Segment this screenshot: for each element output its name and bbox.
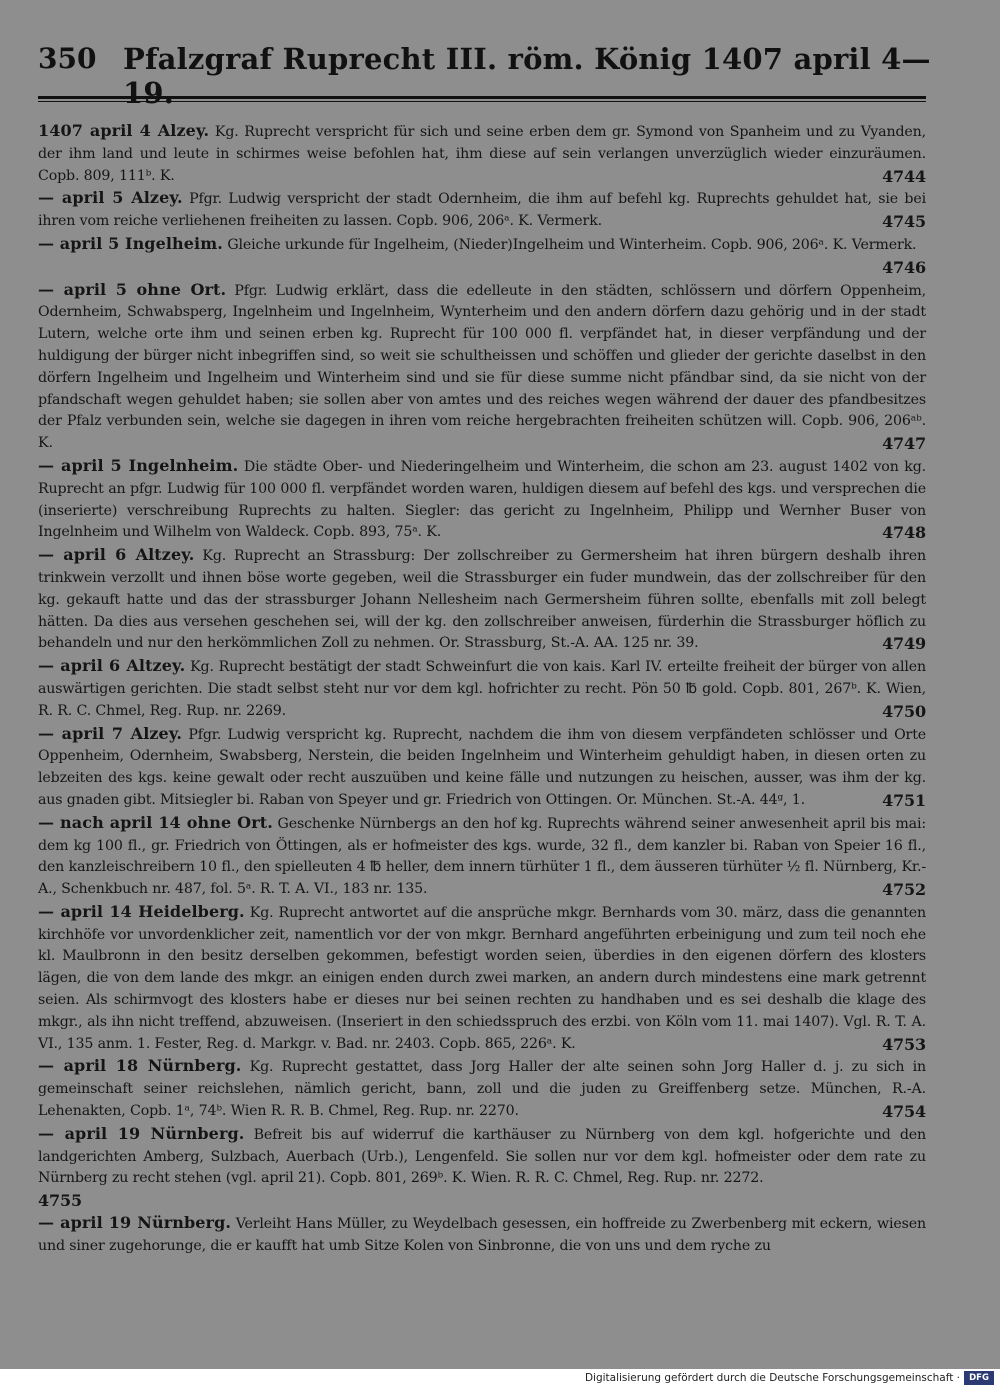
entry-number: 4753: [882, 1034, 926, 1054]
regest-entry: [38, 655, 926, 722]
entry-text: Gleiche urkunde für Ingelheim, (Nieder)Ingelheim und Winterheim. Copb. 906, 206ᵃ. K. Vermerk.: [227, 236, 917, 253]
entry-text: Kg. Ruprecht gestattet, dass Jorg Haller der alte seinen sohn Jorg Haller d. j. zu sich in gemeinschaft seiner reichslehen, nämlich gericht, bann, zoll und die juden zu Greiffenberg setze. München, R.-A. Lehenakten, Copb. 1ᵃ, 74ᵇ. Wien R. R. B. Chmel, Reg. Rup. nr. 2270.: [38, 1059, 926, 1120]
regest-entry: [38, 544, 926, 655]
entry-number: 4751: [882, 790, 926, 810]
entry-date-place: — nach april 14 ohne Ort.: [38, 812, 273, 832]
entry-number: 4748: [882, 523, 926, 543]
regest-entry: [38, 279, 926, 455]
entry-date-place: — april 5 ohne Ort.: [38, 279, 227, 299]
page-number: 350: [38, 42, 97, 75]
entry-date-place: — april 6 Altzey.: [38, 545, 195, 565]
entry-text: Verleiht Hans Müller, zu Weydelbach gesessen, ein hoffreide zu Zwerbenberg mit eckern, wiesen und siner zugehorunge, die er kaufft hat umb Sitze Kolen von Sinbronne, die von uns und dem ryche zu: [38, 1216, 926, 1254]
entry-text: Befreit bis auf widerruf die karthäuser zu Nürnberg von dem kgl. hofgerichte und den landgerichten Amberg, Sulzbach, Auerbach (Urb.), Lengenfeld. Sie sollen nur vor dem kgl. hofmeister oder dem rate zu Nürnberg zu recht stehen (vgl. april 21). Copb. 801, 269ᵇ. K. Wien. R. R. C. Chmel, Reg. Rup. nr. 2272.: [38, 1126, 926, 1187]
regest-entry: [38, 1123, 926, 1212]
regest-entry: [38, 1212, 926, 1258]
entry-date-place: — april 18 Nürnberg.: [38, 1056, 242, 1076]
regest-entry: [38, 120, 926, 187]
entry-text: Pfgr. Ludwig verspricht kg. Ruprecht, nachdem die ihm von diesem verpfändeten schlösser und Orte Oppenheim, Odernheim, Swabsberg, Nerstein, die beiden Ingelnheim und Winterheim gehuldigt haben, in diesen orten zu lebzeiten des kgs. keine gewalt oder recht auszuüben und keine fälle und nutzungen zu heischen, ausser, was ihm der kg. aus gnaden gibt. Mitsiegler bi. Raban von Speyer und gr. Friedrich von Ottingen. Or. München. St.-A. 44ᵍ, 1.: [38, 726, 926, 808]
entry-number: 4744: [882, 166, 926, 186]
regest-entry: [38, 187, 926, 233]
entry-text: Die städte Ober- und Niederingelheim und Winterheim, die schon am 23. august 1402 von kg. Ruprecht an pfgr. Ludwig für 100 000 fl. verpfändet worden waren, huldigen diesem auf befehl des kgs. und versprechen die (inserierte) verschreibung Ruprechts zu halten. Siegler: das gericht zu Ingelnheim, Philipp und Wernher Buser von Ingelnheim und Wilhelm von Waldeck. Copb. 893, 75ᵃ. K.: [38, 458, 926, 541]
dfg-logo: DFG: [964, 1371, 994, 1385]
entry-number: 4747: [882, 434, 926, 454]
regest-entry: [38, 233, 926, 279]
entry-number: 4754: [882, 1102, 926, 1122]
regest-entry: [38, 723, 926, 812]
entry-number: 4746: [882, 257, 926, 277]
entry-date-place: — april 5 Ingelheim.: [38, 233, 223, 253]
funding-credit: Digitalisierung gefördert durch die Deutsche Forschungsgemeinschaft ·: [584, 1372, 960, 1384]
page-title: Pfalzgraf Ruprecht III. röm. König 1407 april 4—19.: [123, 42, 931, 110]
entry-date-place: — april 7 Alzey.: [38, 723, 183, 743]
entry-text: Kg. Ruprecht bestätigt der stadt Schweinfurt die von kais. Karl IV. erteilte freiheit der bürger von allen auswärtigen gerichten. Die stadt selbst steht nur vor dem kgl. hofrichter zu recht. Pön 50 ℔ gold. Copb. 801, 267ᵇ. K. Wien, R. R. C. Chmel, Reg. Rup. nr. 2269.: [38, 659, 926, 719]
entry-date-place: 1407 april 4 Alzey.: [38, 121, 210, 140]
entry-date-place: — april 5 Ingelnheim.: [38, 455, 239, 475]
entry-date-place: — april 19 Nürnberg.: [38, 1123, 245, 1143]
entry-text: Pfgr. Ludwig verspricht der stadt Odernheim, die ihm auf befehl kg. Ruprechts gehuldet hat, sie bei ihren vom reiche verliehenen freiheiten zu lassen. Copb. 906, 206ᵃ. K. Vermerk.: [38, 191, 926, 230]
entry-text: Kg. Ruprecht antwortet auf die ansprüche mkgr. Bernhards vom 30. märz, dass die genannten kirchhöfe vor unvordenklicher zeit, namentlich vor der von mkgr. Bernhard angeführten erbeinigung und zum teil noch ehe kl. Maulbronn in den besitz derselben gekommen, befestigt worden seien, überdies in den eigenen dörfern des klosters lägen, die von dem lande des mkgr. an einigen enden durch zwei marken, an andern durch mindestens eine mark getrennt seien. Als schirmvogt des klosters habe er dieses nur bei seinen rechten zu handhaben und es sei deshalb die klage des mkgr., als ihn nicht treffend, abzuweisen. (Inseriert in den schiedsspruch des erzbi. von Köln vom 11. mai 1407). Vgl. R. T. A. VI., 135 anm. 1. Fester, Reg. d. Markgr. v. Bad. nr. 2403. Copb. 865, 226ᵃ. K.: [38, 904, 926, 1052]
entry-date-place: — april 14 Heidelberg.: [38, 901, 245, 921]
regest-entry: [38, 901, 926, 1056]
entry-number: 4755: [38, 1191, 82, 1211]
entry-number: 4750: [882, 701, 926, 721]
regest-list: [38, 120, 926, 1258]
entry-date-place: — april 5 Alzey.: [38, 188, 183, 208]
header-rule: [38, 96, 926, 102]
entry-number: 4745: [882, 212, 926, 232]
regest-entry: [38, 1055, 926, 1122]
entry-text: Kg. Ruprecht verspricht für sich und seine erben dem gr. Symond von Spanheim und zu Vyanden, der ihm land und leute in schirmes weise befohlen hat, ihm diese auf sein verlangen unverzüglich wieder einzuräumen. Copb. 809, 111ᵇ. K.: [38, 124, 926, 184]
entry-number: 4752: [882, 880, 926, 900]
entry-text: Pfgr. Ludwig erklärt, dass die edelleute in den städten, schlössern und dörfern Oppenheim, Odernheim, Schwabsperg, Ingelnheim und Ingelnheim, Wynterheim und den andern dörfern dazu gehörig und in der stadt Lutern, welche orte ihm und seinen erben kg. Ruprecht für 100 000 fl. verpfändet hat, in dieser verpfändung und der huldigung der bürger nicht inbegriffen sind, so weit sie schultheissen und schöffen und glieder der gerichte daselbst in den dörfern Ingelheim und Ingelheim und Winterheim sind und sie für diese summe nicht pfändbar sind, da sie nicht von der pfandschaft wegen gehuldet haben; sie sollen aber von amtes und des reiches wegen während der dauer des pfandbesitzes der Pfalz verbunden sein, welche sie dagegen in ihren vom reiche hergebrachten freiheiten schützen will. Copb. 906, 206ᵃᵇ. K.: [38, 282, 926, 452]
page-header: [38, 42, 938, 110]
entry-number: 4749: [882, 634, 926, 654]
regest-entry: [38, 812, 926, 901]
entry-text: Kg. Ruprecht an Strassburg: Der zollschreiber zu Germersheim hat ihren bürgern deshalb ihren trinkwein verzollt und ihnen böse worte gegeben, weil die Strassburger ein fuder mundwein, das der zollschreiber für den kg. gekauft hatte und das der strassburger Johann Nellesheim nach Germersheim führen sollte, ebenfalls mit zoll belegt hätten. Da dies aus versehen geschehen sei, will der kg. den zollschreiber anweisen, fürderhin die Strassburger höflich zu behandeln und nur den herkömmlichen Zoll zu nehmen. Or. Strassburg, St.-A. AA. 125 nr. 39.: [38, 548, 926, 652]
entry-date-place: — april 6 Altzey.: [38, 656, 186, 676]
footer-bar: [0, 1369, 1000, 1387]
regest-entry: [38, 455, 926, 544]
entry-text: Geschenke Nürnbergs an den hof kg. Ruprechts während seiner anwesenheit april bis mai: dem kg 100 fl., gr. Friedrich von Öttingen, als er hofmeister des kgs. wurde, 32 fl., dem kanzler bi. Raban von Speier 16 fl., den kanzleischreibern 10 fl., den spielleuten 4 ℔ heller, dem innern türhüter 1 fl., dem äusseren türhüter ½ fl. Nürnberg, Kr.-A., Schenkbuch nr. 487, fol. 5ᵃ. R. T. A. VI., 183 nr. 135.: [38, 815, 926, 898]
entry-date-place: — april 19 Nürnberg.: [38, 1213, 232, 1233]
